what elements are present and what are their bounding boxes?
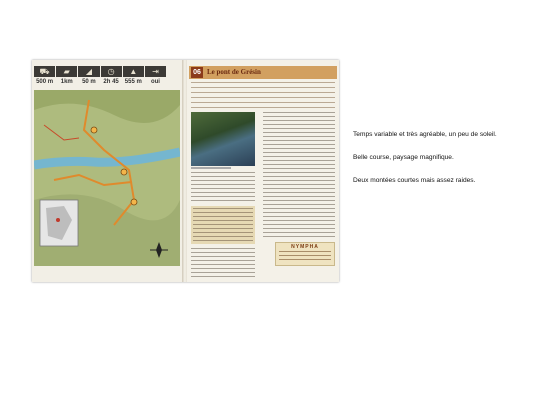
intro-paragraph xyxy=(191,82,335,110)
route-info-label: 555 m xyxy=(124,79,142,85)
route-info-label: oui xyxy=(150,79,160,85)
chapter-number: 06 xyxy=(191,67,203,78)
photo-caption xyxy=(191,167,231,169)
nympha-box xyxy=(275,242,335,266)
slope-icon: ◢ xyxy=(78,66,99,77)
chapter-title: Le pont de Grésin xyxy=(207,68,261,76)
signpost-icon: ⇥ xyxy=(145,66,166,77)
text-column-right xyxy=(263,112,335,238)
route-info-strip xyxy=(34,66,166,90)
mountain-icon: ▲ xyxy=(123,66,144,77)
route-info-walk xyxy=(56,66,77,90)
route-info-elevation xyxy=(78,66,99,90)
route-info-label: 2h 45 xyxy=(103,79,119,85)
note-climbs: Deux montées courtes mais assez raides. xyxy=(353,177,476,184)
hike-notes xyxy=(353,130,528,199)
text-column-left-top xyxy=(191,172,255,204)
note-weather: Temps variable et très agréable, un peu de soleil. xyxy=(353,131,497,138)
note-landscape: Belle course, paysage magnifique. xyxy=(353,154,454,161)
guidebook-scan xyxy=(32,60,339,282)
boot-icon: ▰ xyxy=(56,66,77,77)
access-info-box xyxy=(191,206,255,244)
route-info-label: 500 m xyxy=(36,79,54,85)
access-info-text xyxy=(193,208,253,242)
route-info-marked xyxy=(145,66,166,90)
route-info-distance xyxy=(34,66,55,90)
left-page xyxy=(32,60,184,282)
car-icon: ⛟ xyxy=(34,66,55,77)
right-page xyxy=(187,60,339,282)
trail-map-drawing xyxy=(34,90,180,266)
gorge-photo xyxy=(191,112,255,166)
trail-map xyxy=(34,90,180,266)
route-info-duration xyxy=(101,66,122,90)
nympha-title: NYMPHA xyxy=(291,244,319,250)
clock-icon: ◷ xyxy=(101,66,122,77)
text-column-left-bottom xyxy=(191,248,255,278)
route-info-label: 50 m xyxy=(82,79,96,85)
chapter-title-bar xyxy=(189,66,337,79)
nympha-text xyxy=(279,251,331,262)
route-info-label: 1km xyxy=(60,79,73,85)
route-info-altitude xyxy=(123,66,144,90)
